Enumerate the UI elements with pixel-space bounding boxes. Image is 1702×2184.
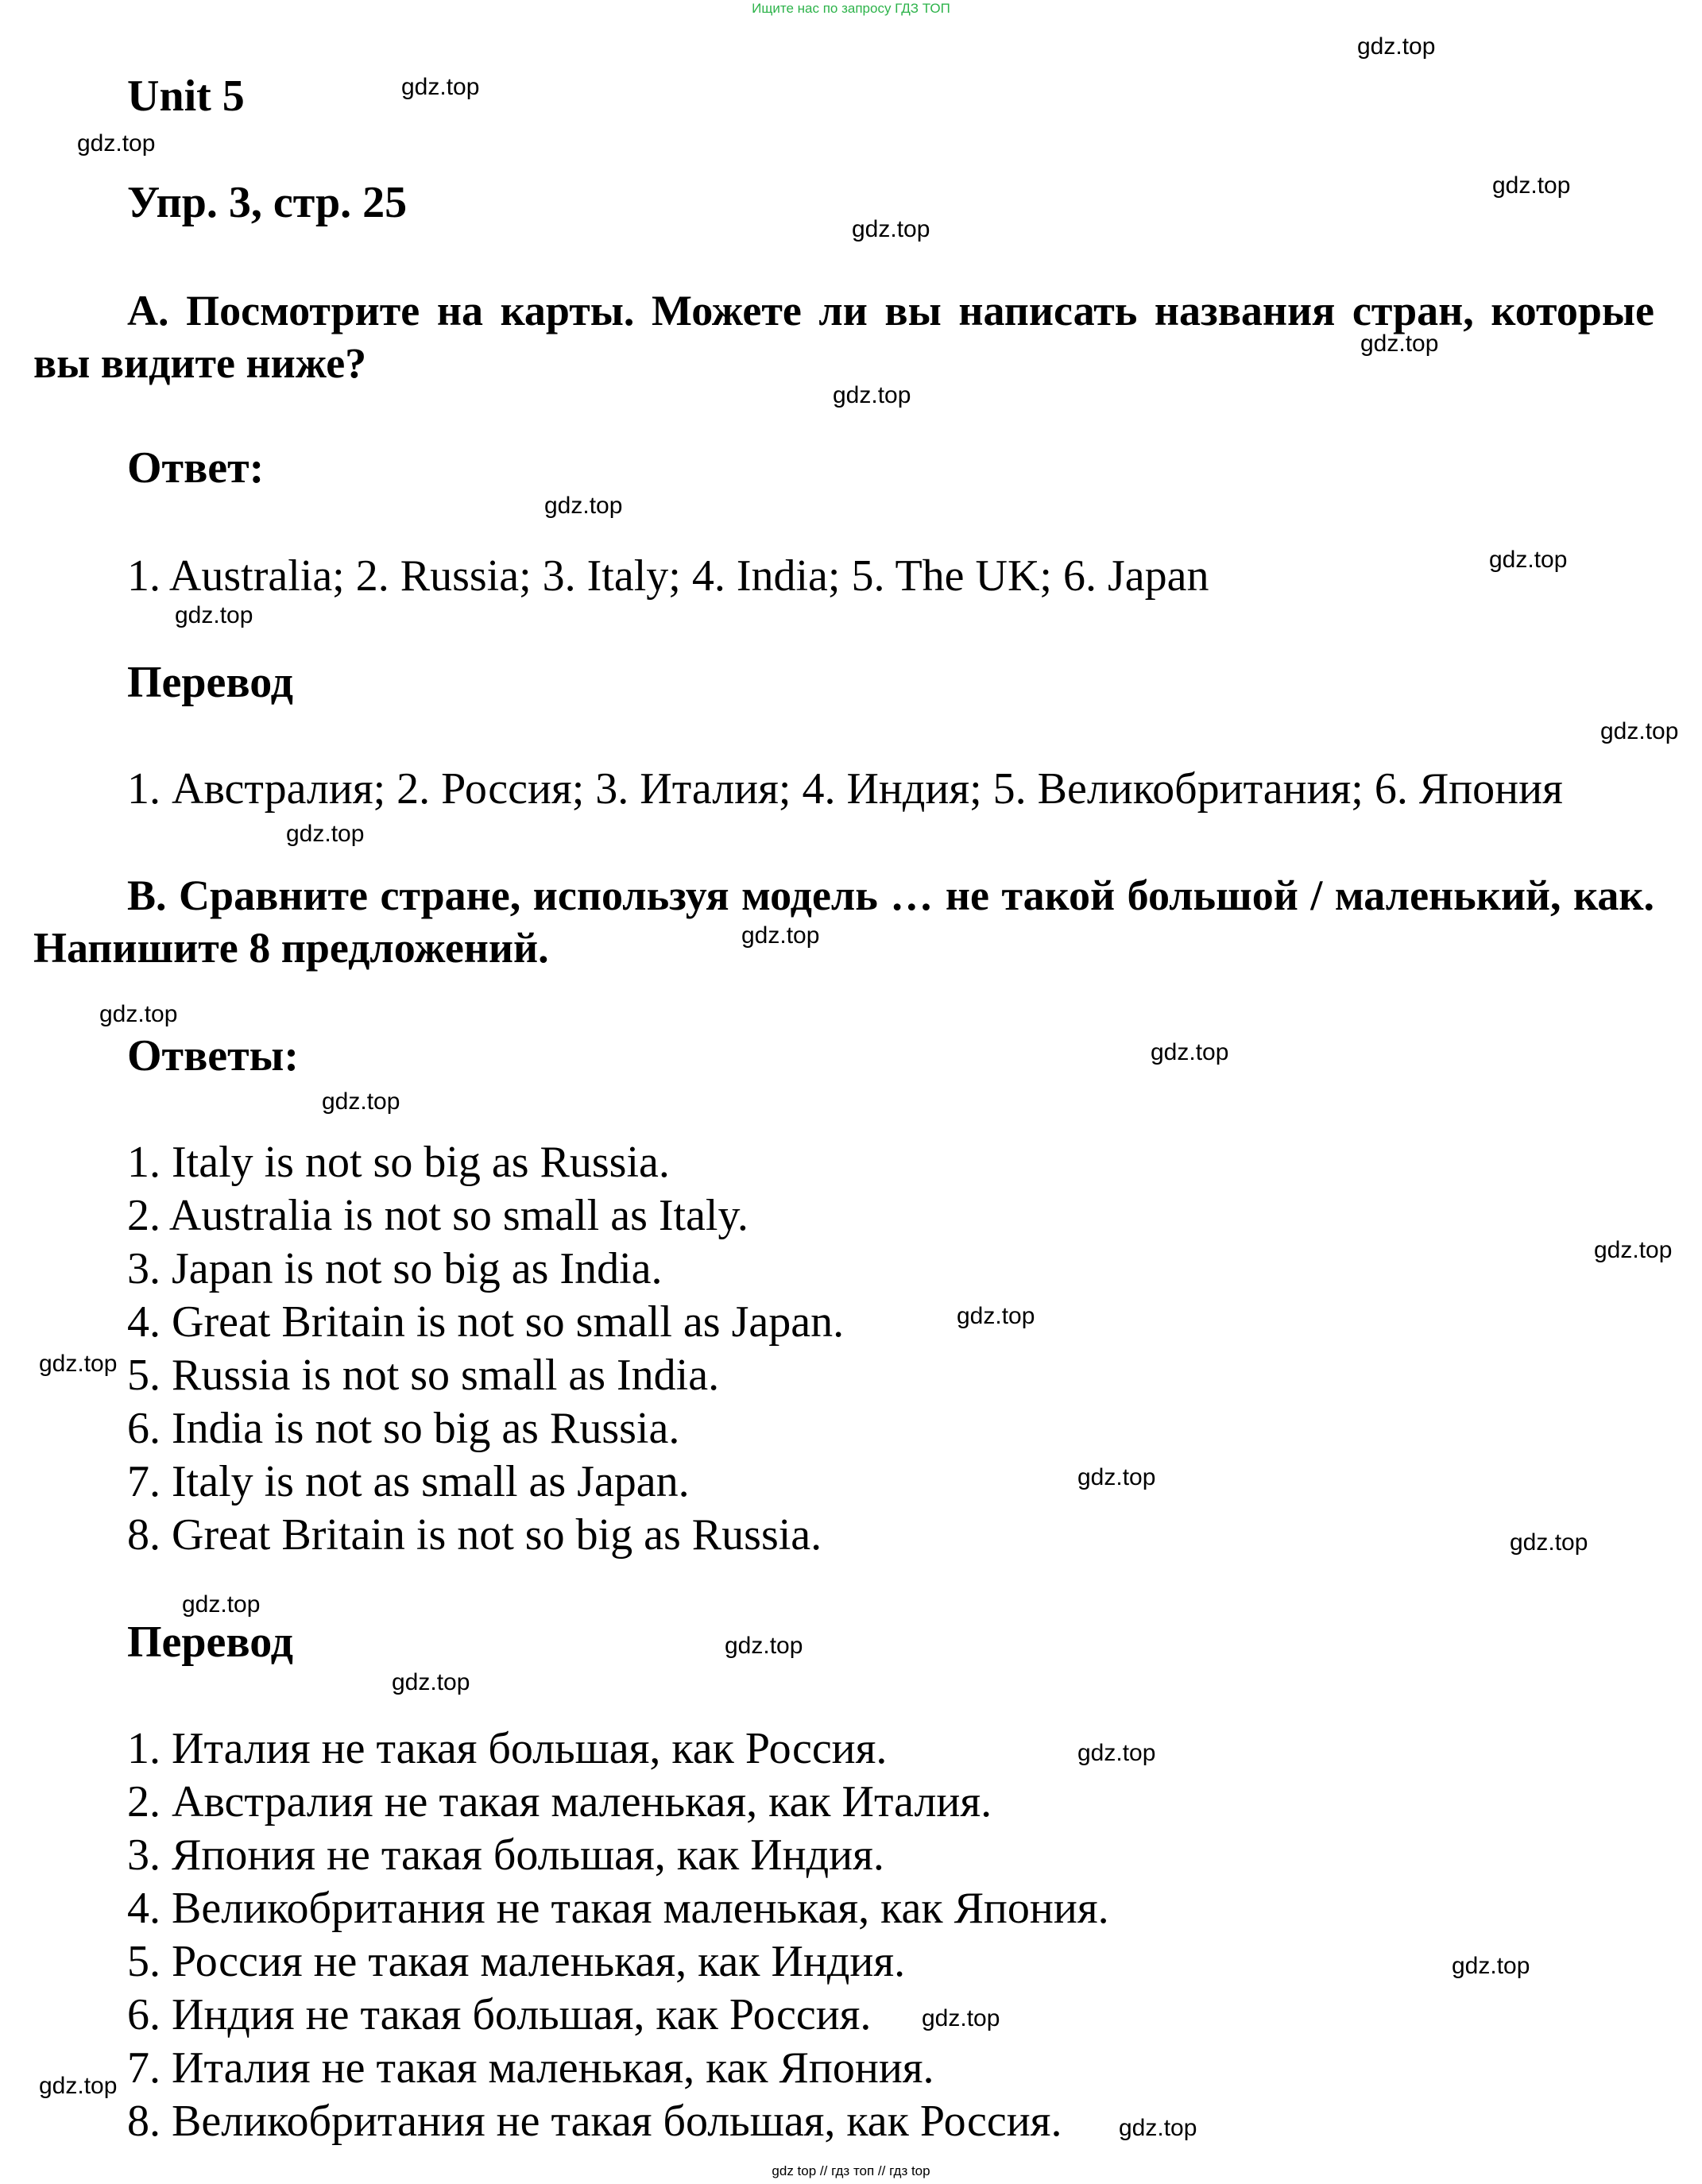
watermark: gdz.top <box>1452 1953 1530 1979</box>
translation-b-line: 7. Италия не такая маленькая, как Япония. <box>127 2043 934 2093</box>
answer-b-line: 4. Great Britain is not so small as Japan. <box>127 1297 845 1347</box>
translation-b-line: 1. Италия не такая большая, как Россия. <box>127 1724 888 1773</box>
watermark: gdz.top <box>175 602 253 628</box>
translation-b-line: 6. Индия не такая большая, как Россия. <box>127 1990 872 2039</box>
watermark: gdz.top <box>852 216 930 242</box>
watermark: gdz.top <box>1594 1237 1673 1263</box>
watermark: gdz.top <box>741 922 820 949</box>
translation-b-line: 5. Россия не такая маленькая, как Индия. <box>127 1937 906 1986</box>
watermark: gdz.top <box>1151 1039 1229 1065</box>
watermark: gdz.top <box>182 1591 261 1618</box>
answer-b-line: 3. Japan is not so big as India. <box>127 1244 663 1293</box>
task-a: A. Посмотрите на карты. Можете ли вы написать названия стран, которые вы видите ниже? <box>33 287 1654 387</box>
translation-b-label: Перевод <box>127 1618 293 1667</box>
watermark: gdz.top <box>39 1351 118 1377</box>
top-banner: Ищите нас по запросу ГДЗ ТОП <box>752 1 950 16</box>
watermark: gdz.top <box>1357 33 1436 60</box>
translation-b-line: 2. Австралия не такая маленькая, как Италия. <box>127 1777 992 1826</box>
watermark: gdz.top <box>833 382 911 408</box>
answer-a-text: 1. Australia; 2. Russia; 3. Italy; 4. India; 5. The UK; 6. Japan <box>127 551 1209 601</box>
answer-b-line: 8. Great Britain is not so big as Russia. <box>127 1510 822 1560</box>
answer-a-label: Ответ: <box>127 443 265 493</box>
watermark: gdz.top <box>99 1001 178 1027</box>
watermark: gdz.top <box>392 1669 470 1695</box>
answers-b-label: Ответы: <box>127 1031 300 1080</box>
translation-a-text: 1. Австралия; 2. Россия; 3. Италия; 4. Индия; 5. Великобритания; 6. Япония <box>127 764 1563 814</box>
exercise-title: Упр. 3, стр. 25 <box>127 178 408 227</box>
watermark: gdz.top <box>1600 718 1679 744</box>
watermark: gdz.top <box>1510 1529 1588 1556</box>
watermark: gdz.top <box>922 2005 1000 2031</box>
translation-b-line: 4. Великобритания не такая маленькая, как Япония. <box>127 1884 1109 1933</box>
watermark: gdz.top <box>77 130 156 157</box>
watermark: gdz.top <box>401 74 480 100</box>
watermark: gdz.top <box>1360 330 1439 357</box>
watermark: gdz.top <box>286 821 365 847</box>
footer: gdz top // гдз топ // гдз top <box>772 2163 930 2178</box>
translation-a-label: Перевод <box>127 658 293 707</box>
answer-b-line: 5. Russia is not so small as India. <box>127 1351 720 1400</box>
answer-b-line: 2. Australia is not so small as Italy. <box>127 1191 748 1240</box>
watermark: gdz.top <box>725 1633 803 1659</box>
answer-b-line: 7. Italy is not as small as Japan. <box>127 1457 690 1506</box>
translation-b-line: 8. Великобритания не такая большая, как Россия. <box>127 2097 1062 2146</box>
watermark: gdz.top <box>1077 1464 1156 1490</box>
unit-title: Unit 5 <box>127 72 245 121</box>
task-b: B. Сравните стране, используя модель … не такой большой / маленький, как. Напишите 8 предложений. <box>33 872 1654 972</box>
watermark: gdz.top <box>1489 547 1568 573</box>
watermark: gdz.top <box>1492 172 1571 199</box>
watermark: gdz.top <box>957 1303 1035 1329</box>
answer-b-line: 6. India is not so big as Russia. <box>127 1404 680 1453</box>
watermark: gdz.top <box>1119 2115 1197 2141</box>
watermark: gdz.top <box>39 2073 118 2099</box>
watermark: gdz.top <box>544 493 623 519</box>
watermark: gdz.top <box>322 1088 400 1115</box>
watermark: gdz.top <box>1077 1740 1156 1766</box>
translation-b-line: 3. Япония не такая большая, как Индия. <box>127 1830 884 1880</box>
answer-b-line: 1. Italy is not so big as Russia. <box>127 1138 670 1187</box>
